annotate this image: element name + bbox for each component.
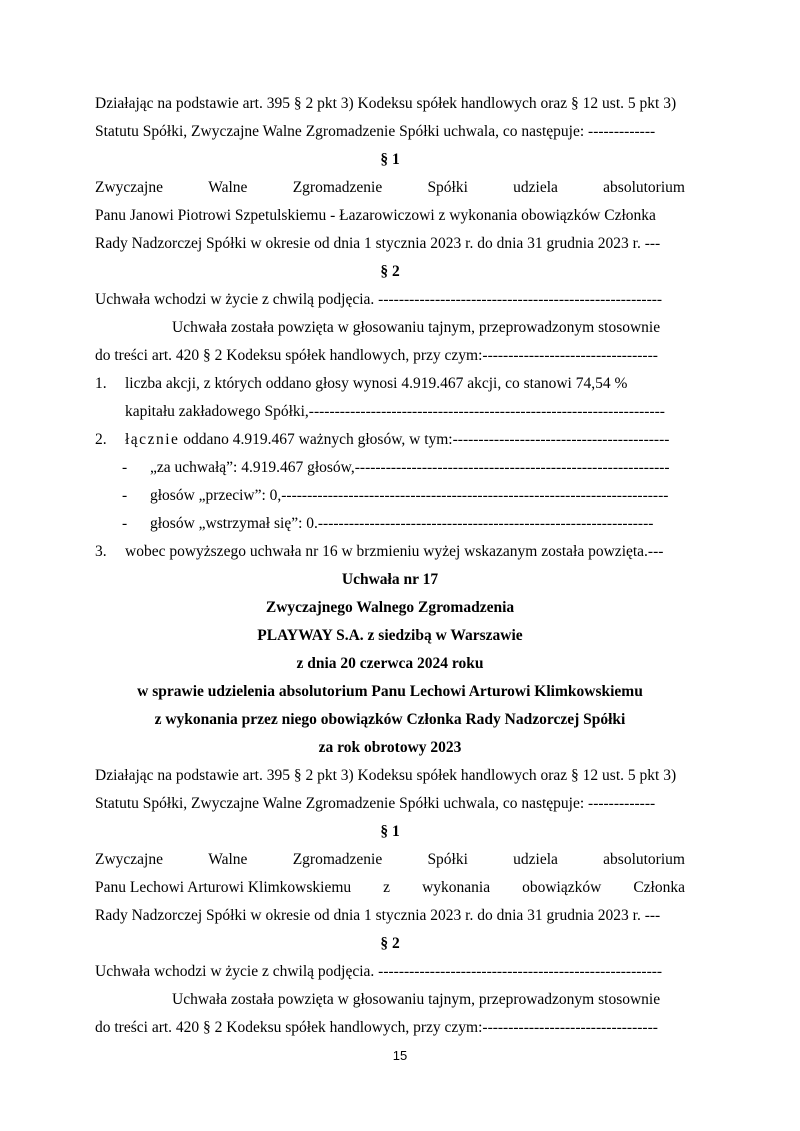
list-item: liczba akcji, z których oddano głosy wynosi 4.919.467 akcji, co stanowi 74,54 % xyxy=(125,375,628,392)
resolution-title: z dnia 20 czerwca 2024 roku xyxy=(296,655,484,672)
intro-paragraph-line: Statutu Spółki, Zwyczajne Walne Zgromadzenie Spółki uchwala, co następuje: ------------- xyxy=(95,123,656,140)
word: udziela xyxy=(513,179,558,196)
justified-line xyxy=(95,176,685,200)
voting-paragraph-line: do treści art. 420 § 2 Kodeksu spółek handlowych, przy czym:---------------------------------- xyxy=(95,347,658,364)
resolution-title: Uchwała nr 17 xyxy=(341,571,439,588)
intro-paragraph-line: Statutu Spółki, Zwyczajne Walne Zgromadzenie Spółki uchwala, co następuje: ------------- xyxy=(95,795,656,812)
word: Spółki xyxy=(427,179,468,196)
list-item xyxy=(125,428,685,452)
word: absolutorium xyxy=(603,851,685,868)
section-heading: § 2 xyxy=(380,263,400,280)
justified-line xyxy=(95,848,685,872)
word: Członka xyxy=(633,879,685,896)
voting-paragraph-line: Uchwała została powzięta w głosowaniu tajnym, przeprowadzonym stosownie xyxy=(172,319,661,336)
word: Walne xyxy=(208,179,248,196)
paragraph-line: Uchwała wchodzi w życie z chwilą podjęcia. ------------------------------------------------------- xyxy=(95,291,663,308)
word: Spółki xyxy=(427,851,468,868)
resolution-title: w sprawie udzielenia absolutorium Panu Lechowi Arturowi Klimkowskiemu xyxy=(137,683,643,700)
word: Zwyczajne xyxy=(95,851,163,868)
list-item: kapitału zakładowego Spółki,--------------------------------------------------------------------- xyxy=(125,403,665,420)
word: obowiązków xyxy=(522,879,602,896)
intro-paragraph-line: Działając na podstawie art. 395 § 2 pkt 3) Kodeksu spółek handlowych oraz § 12 ust. 5 pkt 3) xyxy=(95,95,677,112)
word: absolutorium xyxy=(603,179,685,196)
paragraph-line: Rady Nadzorczej Spółki w okresie od dnia 1 stycznia 2023 r. do dnia 31 grudnia 2023 r. --- xyxy=(95,907,661,924)
sub-list-item: głosów „wstrzymał się”: 0.----------------------------------------------------------------- xyxy=(150,515,654,532)
bullet: - xyxy=(122,459,128,476)
word: Zgromadzenie xyxy=(292,179,383,196)
list-number: 2. xyxy=(95,431,107,448)
word: wykonania xyxy=(422,879,491,896)
paragraph-line: Uchwała wchodzi w życie z chwilą podjęcia. ------------------------------------------------------- xyxy=(95,963,663,980)
word: Zwyczajne xyxy=(95,179,163,196)
list-item-text: oddano 4.919.467 ważnych głosów, w tym:------------------------------------------ xyxy=(179,431,670,448)
sub-list-item: głosów „przeciw”: 0,--------------------------------------------------------------------------- xyxy=(150,487,669,504)
list-number: 3. xyxy=(95,543,107,560)
bullet: - xyxy=(122,487,128,504)
paragraph-line: Rady Nadzorczej Spółki w okresie od dnia 1 stycznia 2023 r. do dnia 31 grudnia 2023 r. --- xyxy=(95,235,661,252)
bullet: - xyxy=(122,515,128,532)
voting-paragraph-line: Uchwała została powzięta w głosowaniu tajnym, przeprowadzonym stosownie xyxy=(172,991,661,1008)
justified-line xyxy=(95,876,685,900)
list-item: wobec powyższego uchwała nr 16 w brzmieniu wyżej wskazanym została powzięta.--- xyxy=(125,543,664,560)
list-number: 1. xyxy=(95,375,107,392)
paragraph-line: Panu Janowi Piotrowi Szpetulskiemu - Łazarowiczowi z wykonania obowiązków Członka xyxy=(95,207,656,224)
resolution-title: PLAYWAY S.A. z siedzibą w Warszawie xyxy=(257,627,523,644)
emphasis-word: łącznie xyxy=(125,431,180,448)
section-heading: § 1 xyxy=(380,823,400,840)
section-heading: § 1 xyxy=(380,151,400,168)
resolution-title: z wykonania przez niego obowiązków Członka Rady Nadzorczej Spółki xyxy=(154,711,626,728)
word: z xyxy=(383,879,391,896)
page-number: 15 xyxy=(392,1048,408,1063)
intro-paragraph-line: Działając na podstawie art. 395 § 2 pkt 3) Kodeksu spółek handlowych oraz § 12 ust. 5 pkt 3) xyxy=(95,767,677,784)
word: Panu Lechowi Arturowi Klimkowskiemu xyxy=(95,879,352,896)
sub-list-item: „za uchwałą”: 4.919.467 głosów,------------------------------------------------------------- xyxy=(150,459,670,476)
word: Walne xyxy=(208,851,248,868)
voting-paragraph-line: do treści art. 420 § 2 Kodeksu spółek handlowych, przy czym:---------------------------------- xyxy=(95,1019,658,1036)
resolution-title: Zwyczajnego Walnego Zgromadzenia xyxy=(265,599,515,616)
word: Zgromadzenie xyxy=(292,851,383,868)
word: udziela xyxy=(513,851,558,868)
resolution-title: za rok obrotowy 2023 xyxy=(318,739,462,756)
section-heading: § 2 xyxy=(380,935,400,952)
